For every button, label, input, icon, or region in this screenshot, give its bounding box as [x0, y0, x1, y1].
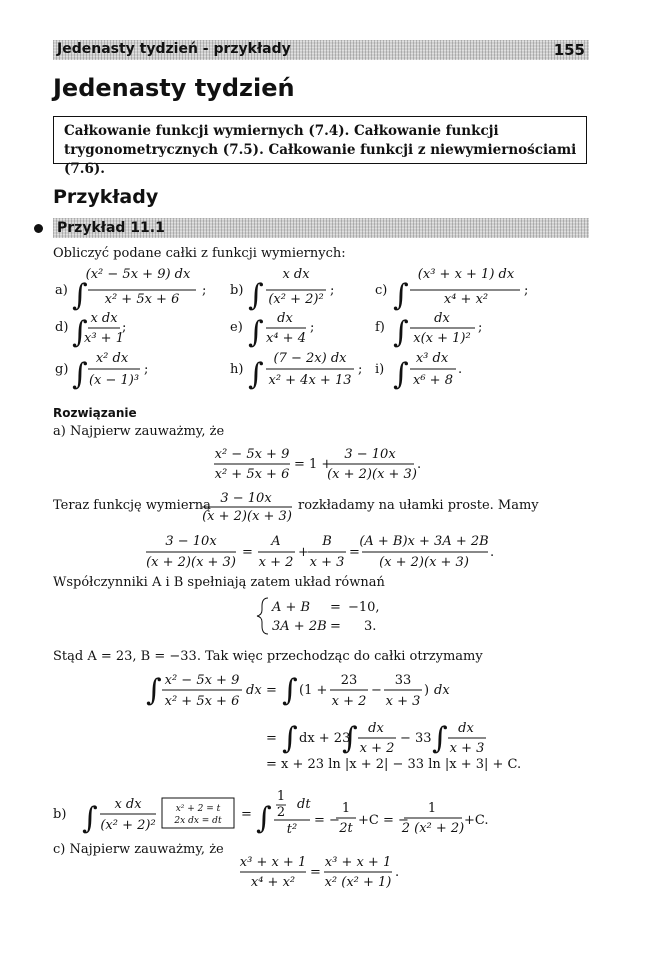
chapter-title: Jedenasty tydzień	[53, 74, 295, 102]
pb-n2: 1	[341, 801, 351, 816]
system-row2-eq: =	[330, 619, 341, 634]
coeff-text: Współczynniki A i B spełniają zatem układ równań	[53, 575, 385, 590]
part-c-intro: c) Najpierw zauważmy, że	[53, 842, 224, 857]
system-row1-eq: =	[330, 600, 341, 615]
system-row1-left: A + B	[272, 600, 311, 615]
eq2-eq: =	[242, 545, 253, 560]
integral-sign-icon: ∫	[82, 801, 98, 836]
eq2-d2: x + 2	[258, 555, 294, 570]
ia-line2-b: − 33	[400, 731, 432, 746]
eq2-n3: B	[322, 534, 332, 549]
ia-n3: 33	[394, 673, 412, 688]
problem-label: a)	[55, 283, 68, 298]
eq2-d1: (x + 2)(x + 3)	[146, 555, 236, 570]
problem-denominator: x(x + 1)²	[413, 331, 471, 346]
problem-label: h)	[230, 362, 244, 377]
problem-numerator: x³ dx	[415, 351, 449, 366]
integral-sign-icon: ∫	[248, 315, 264, 350]
part-a-intro: a) Najpierw zauważmy, że	[53, 424, 225, 439]
integral-sign-icon: ∫	[256, 801, 272, 836]
problem-end: ;	[478, 320, 483, 335]
pb-sub2: 2x dx = dt	[174, 816, 222, 826]
eq1-denominator2: (x + 2)(x + 3)	[327, 467, 417, 482]
ec-n1: x³ + x + 1	[239, 855, 307, 870]
problem-end: ;	[330, 283, 335, 298]
pb-c1: +C = −	[358, 813, 409, 828]
problem-end: ;	[358, 362, 363, 377]
integral-sign-icon: ∫	[393, 357, 409, 392]
ia-n1: x² − 5x + 9	[164, 673, 240, 688]
inline-denominator: (x + 2)(x + 3)	[202, 509, 292, 524]
ia-minus: −	[371, 683, 382, 698]
problem-numerator: dx	[277, 311, 293, 326]
decomp-text-after: rozkładamy na ułamki proste. Mamy	[298, 498, 539, 513]
integral-sign-icon: ∫	[432, 721, 448, 756]
ec-n2: x³ + x + 1	[324, 855, 392, 870]
pb-t2: t²	[286, 822, 298, 837]
eq2-n1: 3 − 10x	[165, 534, 217, 549]
system-row1-right: −10,	[348, 600, 380, 615]
problem-denominator: (x − 1)³	[88, 373, 140, 388]
section-title: Przykłady	[53, 186, 159, 208]
eq1-denominator: x² + 5x + 6	[214, 467, 290, 482]
system-row2-right: 3.	[364, 619, 377, 634]
integral-sign-icon: ∫	[393, 315, 409, 350]
result-text: Stąd A = 23, B = −33. Tak więc przechodząc do całki otrzymamy	[53, 649, 483, 664]
problem-denominator: x² + 5x + 6	[104, 292, 180, 307]
problem-end: ;	[144, 362, 149, 377]
part-b-label: b)	[53, 807, 67, 822]
problem-label: g)	[55, 362, 69, 377]
ia-dx1: dx	[246, 683, 262, 698]
ia-line3: = x + 23 ln |x + 2| − 33 ln |x + 3| + C.	[266, 757, 522, 772]
integral-sign-icon: ∫	[342, 721, 358, 756]
eq1-numerator2: 3 − 10x	[344, 447, 396, 462]
problem-denominator: x³ + 1	[84, 331, 124, 346]
problem-denominator: (x² + 2)²	[268, 292, 324, 307]
pb-eq2: = −	[314, 813, 340, 828]
eq2-d4: (x + 2)(x + 3)	[379, 555, 469, 570]
problem-label: e)	[230, 320, 243, 335]
problem-end: ;	[202, 283, 207, 298]
ia-d2: x + 2	[331, 694, 367, 709]
problem-numerator: (x² − 5x + 9) dx	[85, 267, 191, 282]
problem-numerator: (x³ + x + 1) dx	[417, 267, 515, 282]
pb-eq: =	[241, 807, 252, 822]
pb-dt: dt	[297, 797, 311, 812]
problem-denominator: x² + 4x + 13	[268, 373, 352, 388]
problem-numerator: x² dx	[95, 351, 129, 366]
eq2-plus: +	[298, 545, 309, 560]
eq2-n2: A	[271, 534, 281, 549]
eq1-numerator: x² − 5x + 9	[214, 447, 290, 462]
problem-label: b)	[230, 283, 244, 298]
running-title: Jedenasty tydzień - przykłady	[57, 41, 291, 57]
integral-sign-icon: ∫	[146, 673, 162, 708]
task-text: Obliczyć podane całki z funkcji wymiernych:	[53, 246, 346, 261]
solution-heading: Rozwiązanie	[53, 406, 137, 420]
ia-d5: x + 3	[449, 741, 485, 756]
problem-label: c)	[375, 283, 388, 298]
pb-sub1: x² + 2 = t	[175, 804, 221, 814]
ec-end: .	[395, 865, 400, 880]
integral-sign-icon: ∫	[282, 673, 298, 708]
integral-sign-icon: ∫	[282, 721, 298, 756]
problem-end: ;	[310, 320, 315, 335]
eq2-eq2: =	[349, 545, 360, 560]
pb-d2: 2t	[339, 821, 353, 836]
problem-label: f)	[375, 320, 385, 335]
integral-sign-icon: ∫	[248, 278, 264, 313]
system-row2-left: 3A + 2B	[272, 619, 327, 634]
integral-sign-icon: ∫	[248, 357, 264, 392]
ia-d1: x² + 5x + 6	[164, 694, 240, 709]
problem-label: i)	[375, 362, 385, 377]
problem-label: d)	[55, 320, 69, 335]
problem-numerator: x dx	[282, 267, 310, 282]
pb-c2: +C.	[464, 813, 489, 828]
pb-half-d: 2	[276, 805, 286, 820]
problem-numerator: (7 − 2x) dx	[273, 351, 347, 366]
page-number: 155	[553, 41, 585, 59]
ec-d2: x² (x² + 1)	[324, 875, 392, 890]
eq2-end: .	[490, 545, 495, 560]
ia-line2-eq: =	[266, 731, 277, 746]
ia-eq: =	[266, 683, 277, 698]
ia-n2: 23	[340, 673, 358, 688]
integral-sign-icon: ∫	[393, 278, 409, 313]
problem-denominator: x⁴ + x²	[443, 292, 489, 307]
eq1-end: .	[417, 457, 422, 472]
ia-n5: dx	[458, 721, 474, 736]
integral-sign-icon: ∫	[72, 315, 88, 350]
problem-end: .	[458, 362, 463, 377]
problem-numerator: dx	[434, 311, 450, 326]
integral-sign-icon: ∫	[72, 278, 88, 313]
pb-half-n: 1	[276, 789, 286, 804]
pb-num: x dx	[114, 797, 142, 812]
ia-line2-a: dx + 23	[299, 731, 351, 746]
problem-numerator: x dx	[90, 311, 118, 326]
ia-dx2: dx	[434, 683, 450, 698]
topics-text: Całkowanie funkcji wymiernych (7.4). Całkowanie funkcji trygonometrycznych (7.5). Całkowanie funkcji z niewymiernościami (7.6).	[64, 123, 577, 177]
eq1-mid: = 1 +	[294, 457, 333, 472]
decomp-text-before: Teraz funkcję wymierną	[53, 498, 211, 513]
problem-denominator: x⁶ + 8	[413, 373, 453, 388]
inline-numerator: 3 − 10x	[220, 491, 272, 506]
ec-d1: x⁴ + x²	[250, 875, 296, 890]
ia-d3: x + 3	[385, 694, 421, 709]
ia-d4: x + 2	[359, 741, 395, 756]
eq2-n4: (A + B)x + 3A + 2B	[359, 534, 489, 549]
problem-end: ;	[122, 320, 127, 335]
ia-n4: dx	[368, 721, 384, 736]
problem-end: ;	[524, 283, 529, 298]
pb-d3: 2 (x² + 2)	[401, 821, 465, 836]
brace-icon	[257, 598, 268, 634]
example-title: Przykład 11.1	[57, 220, 165, 236]
eq2-d3: x + 3	[309, 555, 345, 570]
ia-paren-close: )	[424, 683, 430, 698]
ec-eq: =	[310, 865, 321, 880]
pb-n3: 1	[427, 801, 437, 816]
pb-den: (x² + 2)²	[100, 818, 156, 833]
ia-paren-open: (1 +	[299, 683, 328, 698]
problem-denominator: x⁴ + 4	[266, 331, 306, 346]
integral-sign-icon: ∫	[72, 357, 88, 392]
